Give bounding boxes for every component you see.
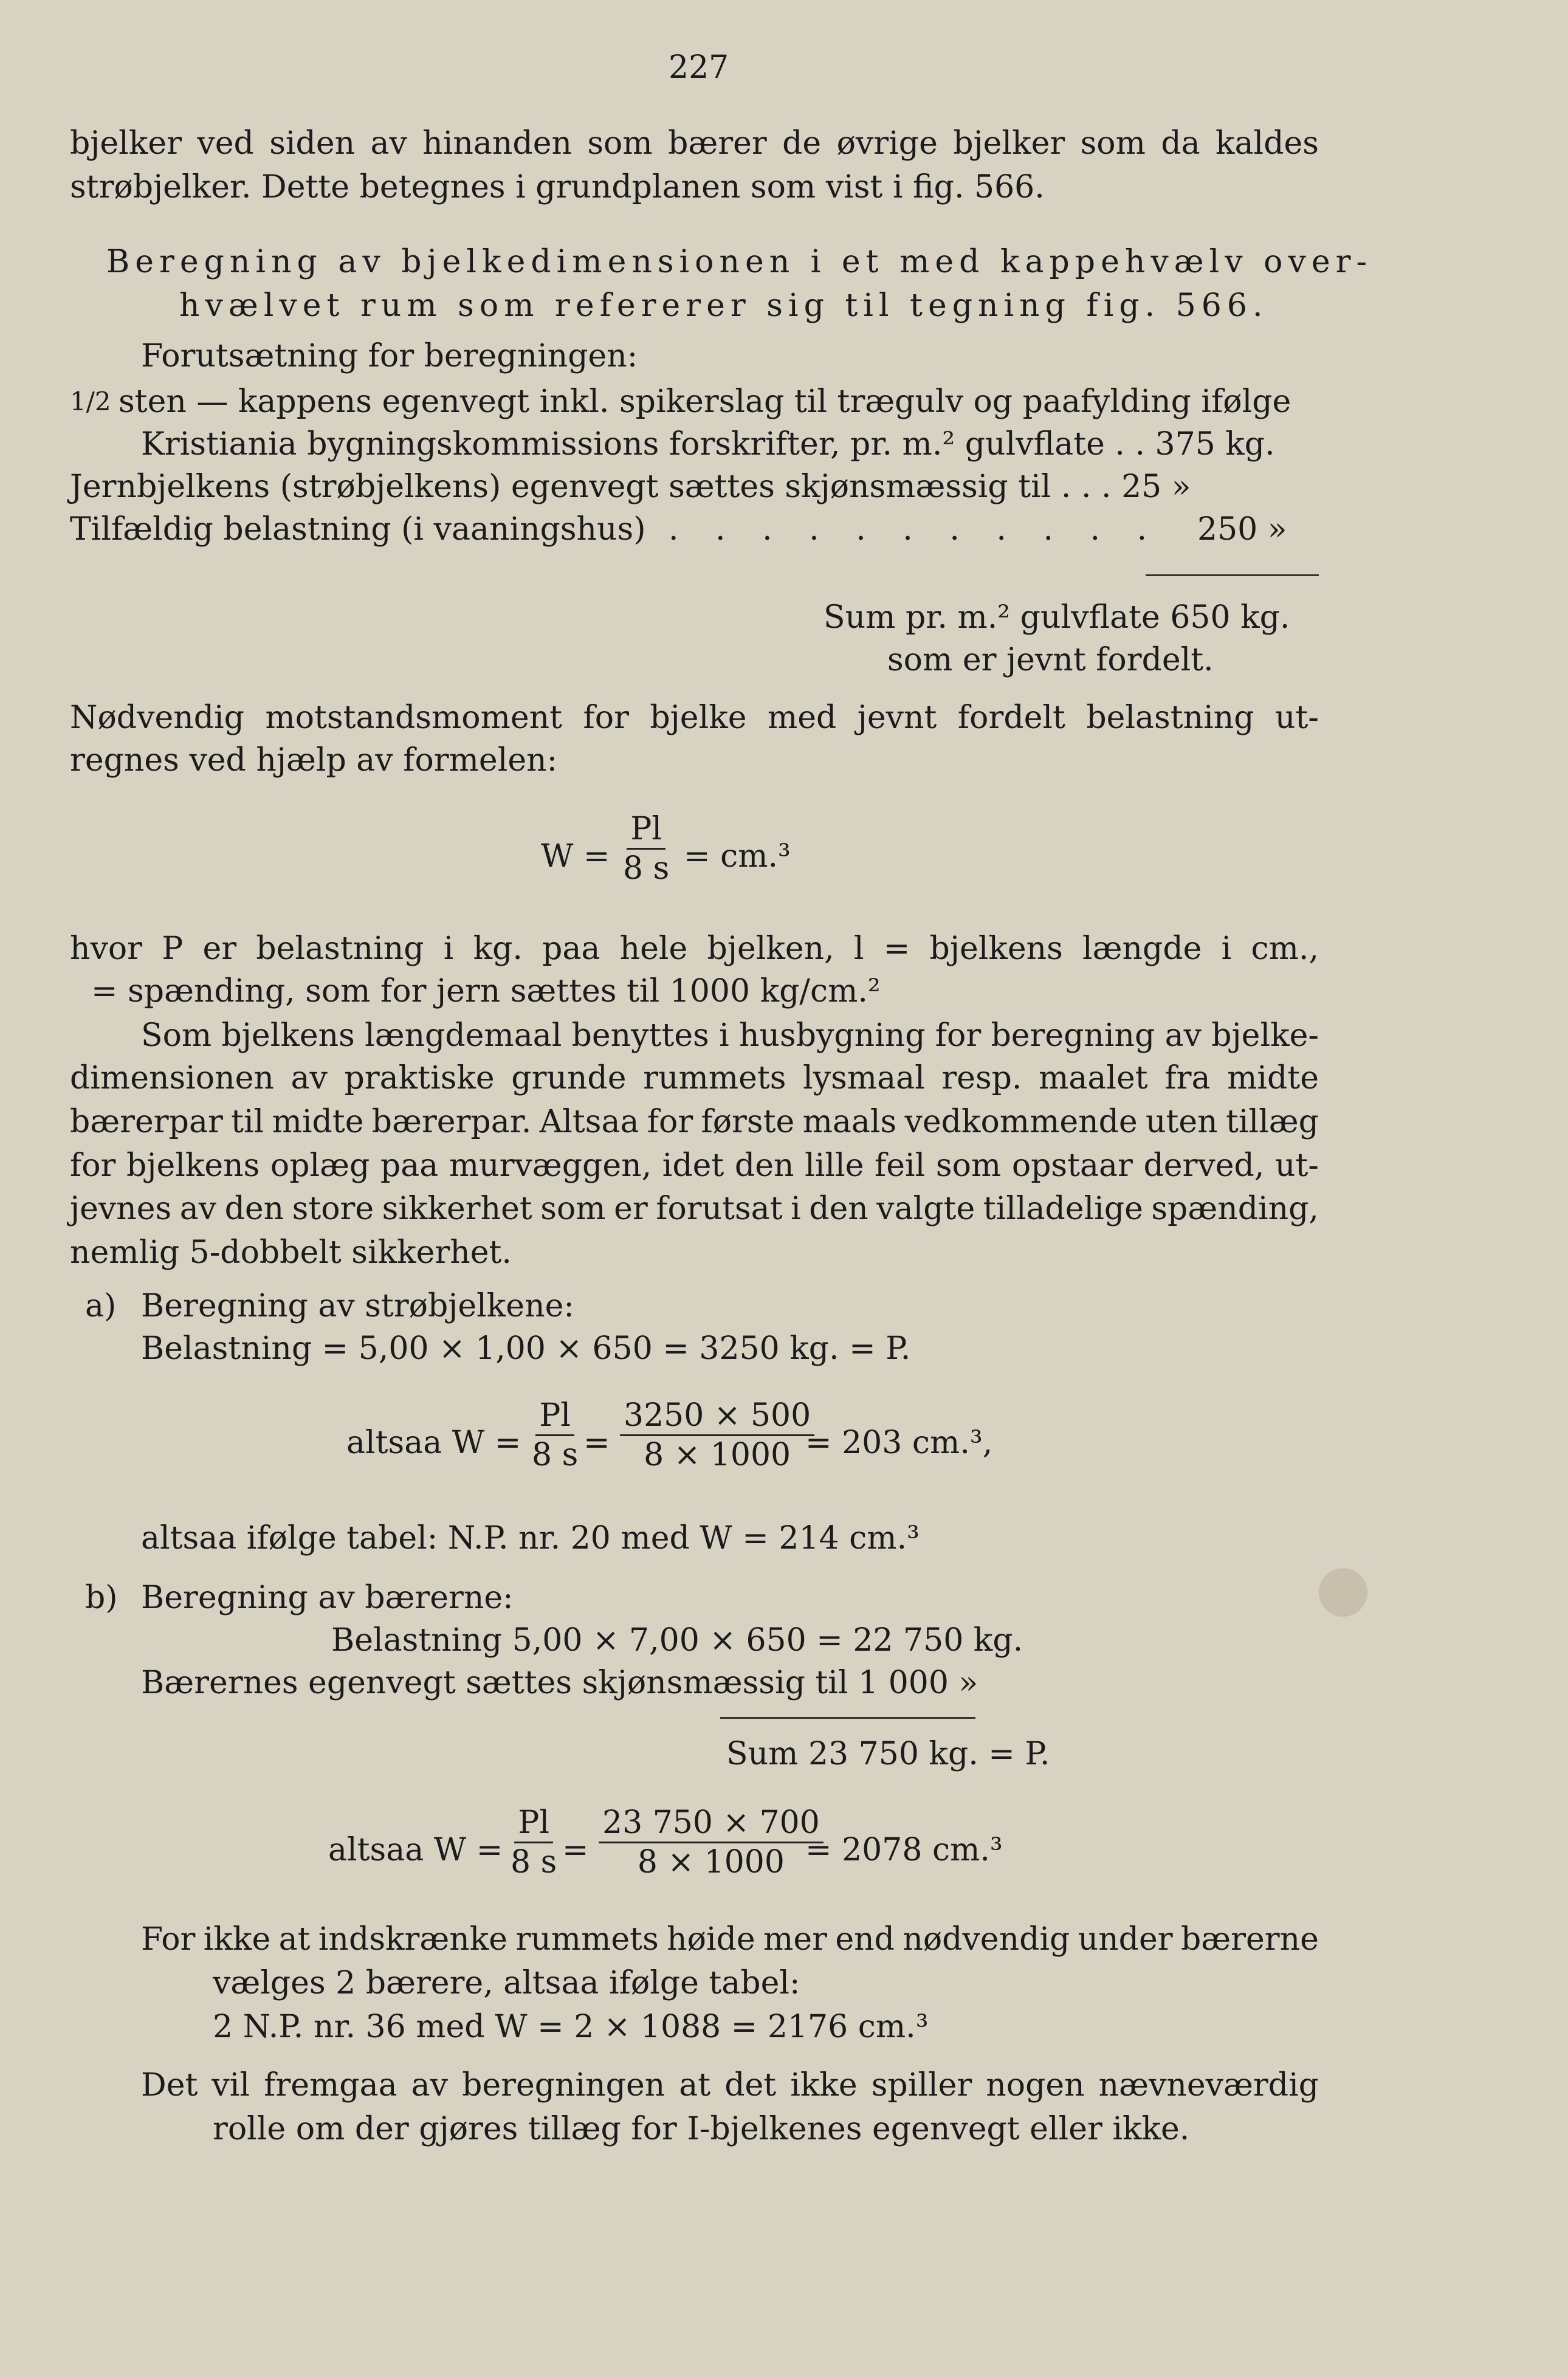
word: nogen: [986, 2067, 1085, 2104]
moment-line-1: [70, 699, 1319, 737]
section-a-numerator-2: 3250 × 500: [620, 1398, 814, 1436]
word: valgte: [876, 1191, 975, 1227]
word: hinanden: [422, 125, 572, 162]
word: end: [835, 1921, 895, 1958]
section-b-numerator-2: 23 750 × 700: [599, 1805, 824, 1843]
word: For: [141, 1921, 196, 1958]
word: vedkommende: [904, 1104, 1138, 1140]
page-number: 227: [669, 49, 729, 86]
assumption-line-4-dots: . . . . . . . . . . .: [669, 511, 1161, 548]
section-b-label: b): [85, 1580, 118, 1616]
word: belastning: [256, 931, 424, 967]
word: bjelker: [70, 125, 182, 162]
word: det: [724, 2067, 777, 2104]
word: =: [883, 931, 910, 967]
explanation-line-1: [70, 930, 1319, 968]
word: av: [370, 125, 407, 162]
assumption-line-3: Jernbjelkens (strøbjelkens) egenvegt sættes skjønsmæssig til . . . 25 »: [70, 469, 1191, 505]
half-fraction: 1/2: [70, 387, 111, 416]
word: til: [231, 1104, 264, 1140]
word: for: [583, 700, 629, 736]
word: er: [202, 931, 237, 967]
word: husbygning: [738, 1017, 926, 1054]
word: for: [70, 1147, 116, 1184]
section-a-numerator-1: Pl: [535, 1398, 574, 1436]
word: belastning: [1086, 700, 1254, 736]
word: den: [734, 1147, 794, 1184]
word: bjelkens: [221, 1017, 355, 1054]
word: idet: [662, 1147, 724, 1184]
word: resp.: [941, 1060, 1022, 1096]
word: hele: [619, 931, 688, 967]
word: at: [278, 1921, 311, 1958]
word: den: [224, 1191, 284, 1227]
paragraph-line-2: [70, 1059, 1319, 1097]
sum-rule: [1146, 574, 1319, 576]
section-a-result: = 203 cm.³,: [805, 1425, 993, 1461]
word: de: [782, 125, 822, 162]
word: bjelken,: [707, 931, 834, 967]
word: bærerne: [1180, 1921, 1319, 1958]
word: kg.: [473, 931, 523, 967]
section-a-table: altsaa ifølge tabel: N.P. nr. 20 med W = 214 cm.³: [141, 1520, 920, 1557]
word: første: [701, 1104, 795, 1140]
word: Nødvendig: [70, 700, 244, 736]
word: ikke: [790, 2067, 858, 2104]
word: i: [719, 1017, 729, 1054]
word: ut-: [1274, 1147, 1319, 1184]
conclusion-line-1: [141, 1921, 1319, 1958]
word: kaldes: [1216, 125, 1319, 162]
word: av: [179, 1191, 217, 1227]
word: store: [292, 1191, 374, 1227]
word: Som: [141, 1017, 212, 1054]
paper-stain: [1319, 1568, 1367, 1617]
word: tillæg: [1225, 1104, 1319, 1140]
word: motstandsmoment: [265, 700, 563, 736]
sum-line-2: som er jevnt fordelt.: [887, 642, 1214, 678]
intro-line-2: strøbjelker. Dette betegnes i grundplanen som vist i fig. 566.: [70, 169, 1045, 205]
word: beregningen: [462, 2067, 665, 2104]
word: bjelke: [650, 700, 747, 736]
section-a-load: Belastning = 5,00 × 1,00 × 650 = 3250 kg. = P.: [141, 1330, 911, 1367]
word: spiller: [871, 2067, 972, 2104]
word: for: [935, 1017, 982, 1054]
word: paa: [380, 1147, 439, 1184]
sum-line-1: Sum pr. m.² gulvflate 650 kg.: [824, 599, 1290, 636]
word: oplæg: [270, 1147, 370, 1184]
word: hvor: [70, 931, 143, 967]
formula-1-numerator: Pl: [627, 811, 665, 850]
word: i: [443, 931, 454, 967]
word: grunde: [511, 1060, 627, 1096]
section-heading-line-2: hvælvet rum som refererer sig til tegning fig. 566.: [179, 287, 1268, 324]
formula-1-denominator: 8 s: [623, 850, 670, 887]
word: av: [1164, 1017, 1202, 1054]
final-line-2: rolle om der gjøres tillæg for I-bjelkenes egenvegt eller ikke.: [213, 2111, 1190, 2147]
word: den: [809, 1191, 868, 1227]
section-b-result: = 2078 cm.³: [805, 1832, 1003, 1868]
assumption-line-2: Kristiania bygningskommissions forskrifter, pr. m.² gulvflate . . 375 kg.: [141, 426, 1275, 463]
word: midte: [1227, 1060, 1319, 1096]
moment-line-2: regnes ved hjælp av formelen:: [70, 742, 558, 779]
word: da: [1161, 125, 1200, 162]
word: som: [587, 125, 653, 162]
section-b-load: Belastning 5,00 × 7,00 × 650 = 22 750 kg.: [331, 1622, 1023, 1659]
word: l: [853, 931, 864, 967]
word: ut-: [1275, 700, 1319, 736]
word: længde: [1082, 931, 1202, 967]
section-heading-line-1: Beregning av bjelkedimensionen i et med kappehvælv over-: [106, 244, 1373, 280]
section-a-label: a): [85, 1288, 117, 1324]
word: som: [935, 1147, 1002, 1184]
word: indskrænke: [318, 1921, 508, 1958]
formula-1-lhs: W =: [541, 838, 610, 875]
assumptions-title: Forutsætning for beregningen:: [141, 338, 638, 374]
word: Altsaa: [539, 1104, 639, 1140]
section-b-numerator-1: Pl: [514, 1805, 553, 1843]
word: under: [1078, 1921, 1173, 1958]
word: praktiske: [344, 1060, 495, 1096]
section-b-fraction-2: [599, 1805, 824, 1880]
section-b-title: Beregning av bærerne:: [141, 1580, 514, 1616]
section-a-denominator-1: 8 s: [532, 1437, 579, 1473]
conclusion-line-3: 2 N.P. nr. 36 med W = 2 × 1088 = 2176 cm.³: [213, 2009, 929, 2045]
paragraph-line-6: nemlig 5-dobbelt sikkerhet.: [70, 1234, 512, 1271]
section-b-sum-rule: [720, 1717, 975, 1719]
word: benyttes: [571, 1017, 709, 1054]
word: uten: [1146, 1104, 1218, 1140]
word: maals: [802, 1104, 897, 1140]
section-b-formula-prefix: altsaa W =: [328, 1832, 503, 1868]
word: bjelke-: [1211, 1017, 1319, 1054]
word: ved: [197, 125, 254, 162]
word: rummets: [643, 1060, 786, 1096]
final-line-1: [141, 2066, 1319, 2104]
word: længdemaal: [365, 1017, 562, 1054]
word: i: [1221, 931, 1232, 967]
word: bærerpar: [70, 1104, 223, 1140]
section-b-denominator-1: 8 s: [511, 1844, 557, 1880]
word: øvrige: [836, 125, 938, 162]
word: av: [411, 2067, 449, 2104]
section-b-sum: Sum 23 750 kg. = P.: [726, 1736, 1050, 1772]
section-b-denominator-2: 8 × 1000: [637, 1844, 785, 1880]
section-b-equals: =: [562, 1832, 589, 1868]
paragraph-line-1: [141, 1017, 1319, 1054]
word: opstaar: [1011, 1147, 1133, 1184]
section-a-title: Beregning av strøbjelkene:: [141, 1288, 574, 1324]
section-a-fraction-2: [620, 1398, 814, 1473]
word: at: [679, 2067, 711, 2104]
word: for: [647, 1104, 693, 1140]
assumption-line-1: sten — kappens egenvegt inkl. spikerslag til trægulv og paafylding ifølge: [119, 384, 1291, 420]
word: murvæggen,: [449, 1147, 652, 1184]
word: lysmaal: [803, 1060, 925, 1096]
word: beregning: [991, 1017, 1155, 1054]
word: derved,: [1143, 1147, 1265, 1184]
paragraph-line-5: [70, 1190, 1319, 1228]
assumption-line-4-value: 250 »: [1197, 511, 1287, 548]
intro-line-1: [70, 125, 1319, 162]
word: med: [767, 700, 837, 736]
word: P: [162, 931, 184, 967]
word: høide: [667, 1921, 755, 1958]
word: vil: [211, 2067, 250, 2104]
section-a-formula-prefix: altsaa W =: [346, 1425, 521, 1461]
word: mer: [763, 1921, 827, 1958]
word: bjelkens: [126, 1147, 260, 1184]
formula-1-rhs: = cm.³: [684, 838, 791, 875]
word: som: [540, 1191, 606, 1227]
word: spænding,: [1151, 1191, 1319, 1227]
word: jevnt: [857, 700, 937, 736]
word: bjelker: [953, 125, 1065, 162]
paragraph-line-3: [70, 1103, 1319, 1141]
word: er: [614, 1191, 648, 1227]
section-a-fraction-1: [532, 1398, 578, 1473]
section-b-selfweight: Bærernes egenvegt sættes skjønsmæssig til 1 000 »: [141, 1665, 978, 1701]
word: paa: [542, 931, 600, 967]
section-a-denominator-2: 8 × 1000: [644, 1437, 791, 1473]
section-b-fraction-1: [511, 1805, 557, 1880]
paragraph-line-4: [70, 1147, 1319, 1185]
word: nævneværdig: [1098, 2067, 1319, 2104]
word: fra: [1164, 1060, 1211, 1096]
word: nødvendig: [903, 1921, 1070, 1958]
word: som: [1080, 125, 1146, 162]
word: ikke: [203, 1921, 271, 1958]
word: av: [291, 1060, 328, 1096]
word: bærerpar.: [371, 1104, 532, 1140]
word: i: [791, 1191, 801, 1227]
explanation-line-2: = spænding, som for jern sættes til 1000 kg/cm.²: [91, 973, 881, 1010]
conclusion-line-2: vælges 2 bærere, altsaa ifølge tabel:: [213, 1965, 800, 2001]
word: bærer: [668, 125, 767, 162]
word: fordelt: [957, 700, 1065, 736]
assumption-line-4-label: Tilfældig belastning (i vaaningshus): [70, 511, 646, 548]
word: cm.,: [1251, 931, 1319, 967]
word: sikkerhet: [382, 1191, 532, 1227]
word: tilladelige: [983, 1191, 1143, 1227]
word: fremgaa: [264, 2067, 397, 2104]
word: maalet: [1039, 1060, 1148, 1096]
word: feil: [875, 1147, 926, 1184]
word: forutsat: [656, 1191, 783, 1227]
word: siden: [269, 125, 356, 162]
word: rummets: [515, 1921, 659, 1958]
word: dimensionen: [70, 1060, 274, 1096]
formula-1-fraction: [623, 811, 669, 886]
section-a-equals: =: [583, 1425, 610, 1461]
word: lille: [805, 1147, 864, 1184]
word: bjelkens: [929, 931, 1063, 967]
word: Det: [141, 2067, 198, 2104]
word: midte: [272, 1104, 364, 1140]
word: jevnes: [70, 1191, 172, 1227]
